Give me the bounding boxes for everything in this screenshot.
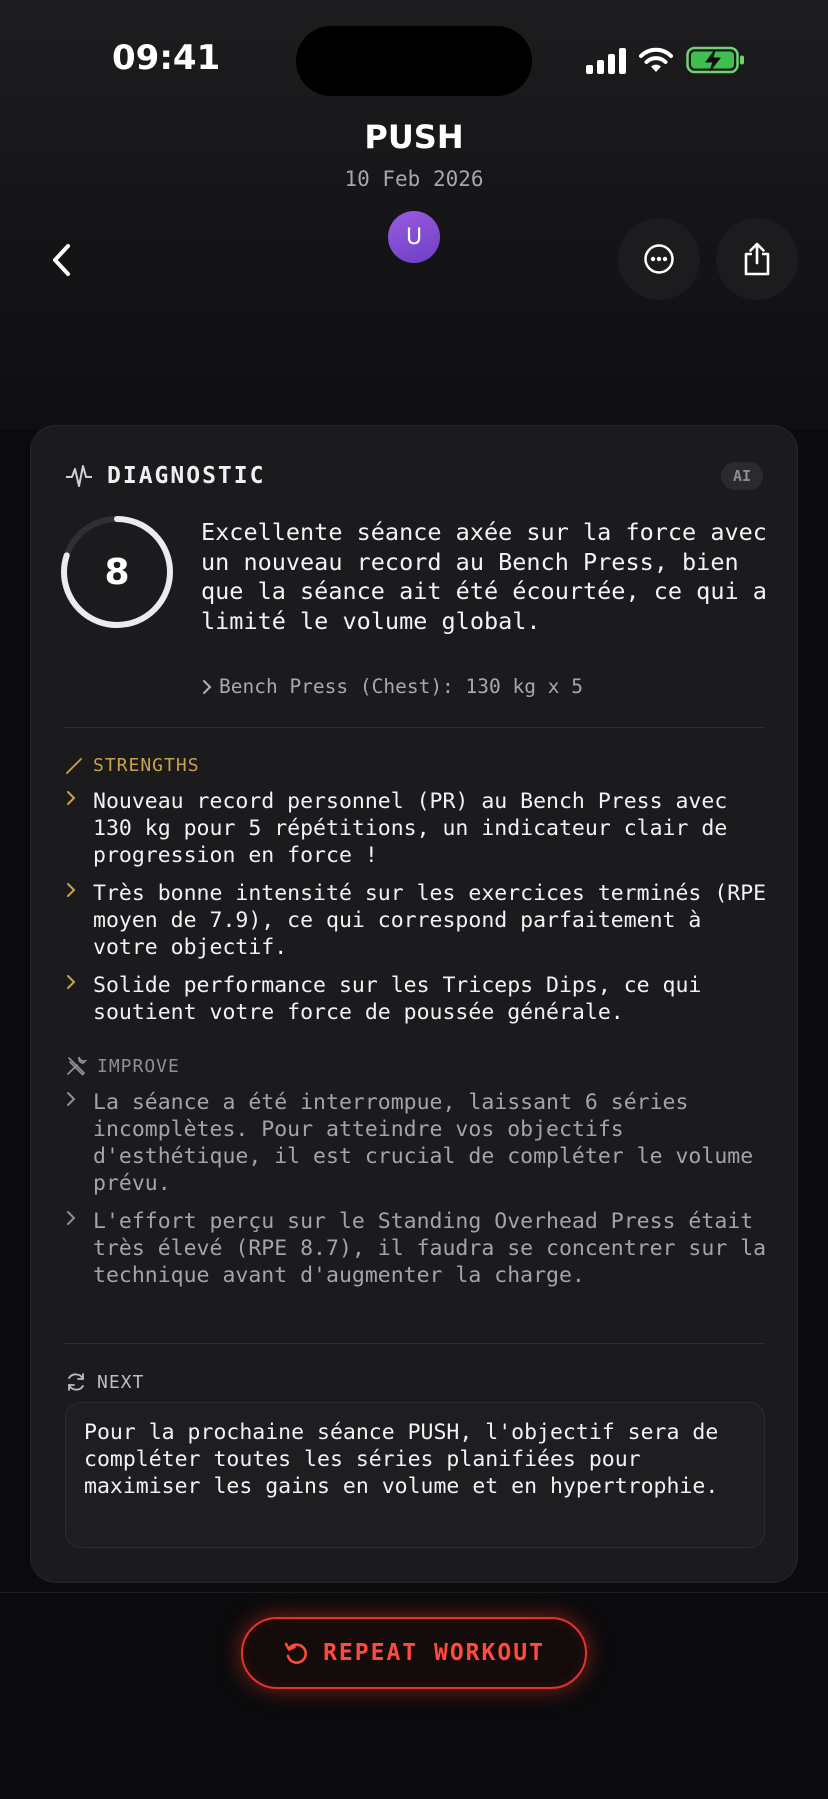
diagnostic-card bbox=[30, 425, 798, 1583]
user-avatar[interactable]: U bbox=[388, 211, 440, 263]
wifi-icon bbox=[638, 46, 674, 74]
share-icon bbox=[742, 241, 772, 277]
improve-item: La séance a été interrompue, laissant 6 séries incomplètes. Pour atteindre vos objectifs d'esthétique, il est crucial de compléter le volume prévu. bbox=[65, 1089, 775, 1197]
strengths-label: STRENGTHS bbox=[65, 755, 200, 776]
pr-highlight bbox=[201, 675, 771, 698]
chevron-left-icon bbox=[50, 243, 72, 277]
status-icons bbox=[586, 44, 746, 76]
chevron-right-icon bbox=[65, 789, 77, 807]
diagnostic-header bbox=[65, 462, 265, 490]
refresh-icon bbox=[65, 1371, 87, 1393]
share-button[interactable] bbox=[716, 218, 798, 300]
diagnostic-title: DIAGNOSTIC bbox=[107, 463, 266, 489]
chevron-right-icon bbox=[65, 1209, 77, 1227]
strength-item: Solide performance sur les Triceps Dips, ce qui soutient votre force de poussée générale. bbox=[65, 972, 775, 1026]
status-bar bbox=[0, 0, 828, 120]
ai-badge: AI bbox=[721, 462, 763, 490]
ellipsis-circle-icon bbox=[643, 243, 675, 275]
strength-item: Nouveau record personnel (PR) au Bench Press avec 130 kg pour 5 répétitions, un indicateur clair de progression en force ! bbox=[65, 788, 775, 869]
trend-line-icon bbox=[65, 757, 83, 775]
chevron-right-icon bbox=[201, 678, 213, 696]
strength-item: Très bonne intensité sur les exercices terminés (RPE moyen de 7.9), ce qui correspond parfaitement à votre objectif. bbox=[65, 880, 775, 961]
chevron-right-icon bbox=[65, 881, 77, 899]
battery-charging-icon bbox=[686, 45, 746, 75]
back-button[interactable] bbox=[50, 236, 90, 284]
diagnostic-summary: Excellente séance axée sur la force avec un nouveau record au Bench Press, bien que la séance ait été écourtée, ce qui a limité le volume global. bbox=[201, 518, 767, 635]
divider bbox=[65, 727, 765, 728]
status-time: 09:41 bbox=[112, 38, 221, 78]
score-value: 8 bbox=[104, 551, 130, 593]
next-label: NEXT bbox=[65, 1371, 144, 1393]
divider bbox=[65, 1343, 765, 1344]
cellular-signal-icon bbox=[586, 46, 626, 74]
repeat-workout-label: REPEAT WORKOUT bbox=[323, 1640, 545, 1666]
rotate-ccw-icon bbox=[283, 1640, 309, 1666]
workout-title: PUSH bbox=[364, 118, 464, 156]
next-recommendation: Pour la prochaine séance PUSH, l'objectif sera de compléter toutes les séries planifiées pour maximiser les gains en volume et en hypertrophie. bbox=[65, 1402, 765, 1548]
workout-date: 10 Feb 2026 bbox=[344, 167, 484, 191]
repeat-workout-button[interactable] bbox=[241, 1617, 587, 1689]
improve-item: L'effort perçu sur le Standing Overhead Press était très élevé (RPE 8.7), il faudra se concentrer sur la technique avant d'augmenter la charge. bbox=[65, 1208, 775, 1289]
improve-label: IMPROVE bbox=[65, 1055, 180, 1077]
more-options-button[interactable] bbox=[618, 218, 700, 300]
pulse-icon bbox=[65, 462, 93, 490]
dynamic-island bbox=[296, 26, 532, 96]
tools-icon bbox=[65, 1055, 87, 1077]
pr-highlight-text: Bench Press (Chest): 130 kg x 5 bbox=[219, 675, 583, 698]
chevron-right-icon bbox=[65, 973, 77, 991]
chevron-right-icon bbox=[65, 1090, 77, 1108]
